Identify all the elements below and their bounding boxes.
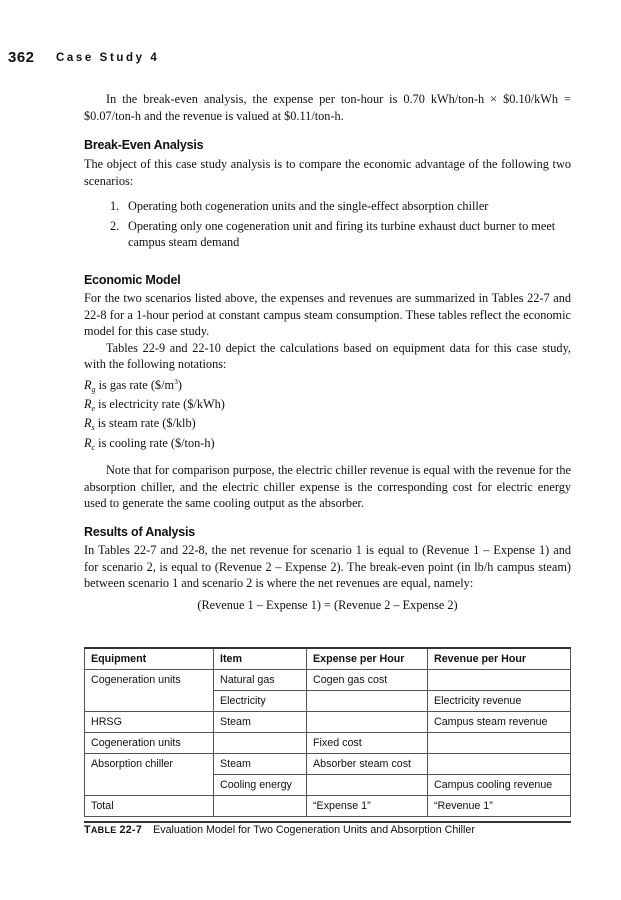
table-row <box>85 670 571 691</box>
table-cell: Absorption chiller <box>85 754 214 775</box>
break-even-heading: Break-Even Analysis <box>84 138 204 152</box>
caption-text: Evaluation Model for Two Cogeneration Units and Absorption Chiller <box>153 824 475 836</box>
table-row <box>85 712 571 733</box>
list-item-text: Operating both cogeneration units and the single-effect absorption chiller <box>128 199 489 213</box>
table-cell: Electricity revenue <box>428 691 571 712</box>
economic-model-paragraph-1: For the two scenarios listed above, the expenses and revenues are summarized in Tables 22-7 and 22-8 for a 1-hour period at constant campus steam consumption. These tables reflect the economic model for this case study. <box>84 291 571 338</box>
notation-subscript: s <box>91 423 95 432</box>
intro-paragraph-block <box>84 91 571 124</box>
comparison-note: Note that for comparison purpose, the electric chiller revenue is equal with the revenue for the absorption chiller, and the electric chiller expense is the corresponding cost for electric energy used to generate the same cooling output as the absorber. <box>84 463 571 510</box>
column-header: Item <box>214 648 307 670</box>
caption-rule <box>84 821 571 823</box>
notation-tail: ) <box>177 378 182 393</box>
notation-symbol: R <box>84 435 92 450</box>
notation-subscript: e <box>91 403 96 413</box>
table-cell <box>85 775 214 796</box>
table-cell: Campus steam revenue <box>428 712 571 733</box>
table-cell: Absorber steam cost <box>307 754 428 775</box>
table-cell <box>428 670 571 691</box>
table-cell: “Revenue 1” <box>428 796 571 817</box>
notation-symbol: R <box>84 416 92 430</box>
break-even-paragraph: The object of this case study analysis is to compare the economic advantage of the following two scenarios: <box>84 157 571 188</box>
table-row <box>85 775 571 796</box>
column-header: Revenue per Hour <box>428 648 571 670</box>
notation-item <box>84 397 225 417</box>
table-cell: Fixed cost <box>307 733 428 754</box>
column-header: Equipment <box>85 648 214 670</box>
notation-symbol: R <box>84 396 92 411</box>
list-item-text: Operating only one cogeneration unit and firing its turbine exhaust duct burner to meet campus steam demand <box>128 218 556 249</box>
notation-list <box>84 377 225 455</box>
page-number: 362 <box>8 49 35 66</box>
table-row <box>85 733 571 754</box>
list-item-number: 2. <box>110 218 120 233</box>
economic-model-heading: Economic Model <box>84 273 181 287</box>
list-item <box>110 218 571 251</box>
results-block <box>84 542 571 592</box>
results-heading: Results of Analysis <box>84 525 196 539</box>
notation-item <box>84 416 225 436</box>
notation-text: is steam rate ($/klb) <box>94 416 196 430</box>
comparison-note-block <box>84 462 571 512</box>
caption-label-rest: ABLE <box>90 825 117 835</box>
table-cell: Cogen gas cost <box>307 670 428 691</box>
intro-paragraph: In the break-even analysis, the expense per ton-hour is 0.70 kWh/ton-h × $0.10/kWh = $0.07/ton-h and the revenue is valued at $0.11/ton-h. <box>84 92 571 123</box>
economic-model-paragraph-2: Tables 22-9 and 22-10 depict the calculations based on equipment data for this case study, with the following notations: <box>84 340 571 371</box>
table-cell <box>307 775 428 796</box>
table-cell <box>214 796 307 817</box>
scenario-list <box>110 198 571 251</box>
table-cell <box>428 754 571 775</box>
table-cell: Steam <box>214 754 307 775</box>
notation-superscript: 3 <box>174 377 178 386</box>
notation-item <box>84 436 225 456</box>
caption-label-first: T <box>84 824 91 836</box>
notation-text: is electricity rate ($/kWh) <box>95 396 225 411</box>
table-cell <box>307 691 428 712</box>
table-cell <box>428 733 571 754</box>
break-even-equation: (Revenue 1 – Expense 1) = (Revenue 2 – Expense 2) <box>197 598 458 612</box>
list-item-number: 1. <box>110 199 120 213</box>
table-cell <box>85 691 214 712</box>
running-head: Case Study 4 <box>56 52 160 64</box>
caption-number: 22-7 <box>119 824 143 836</box>
table-row <box>85 691 571 712</box>
notation-text: is cooling rate ($/ton-h) <box>95 435 215 450</box>
results-paragraph: In Tables 22-7 and 22-8, the net revenue for scenario 1 is equal to (Revenue 1 – Expense 1) and for scenario 2, is equal to (Revenue 2 – Expense 2). The break-even point (in lb/h campus steam) between scenario 1 and scenario 2 is where the net revenues are equal, namely: <box>84 543 571 590</box>
table-cell: Cogeneration units <box>85 733 214 754</box>
table-row <box>85 796 571 817</box>
notation-symbol: R <box>84 378 92 393</box>
break-even-block <box>84 156 571 189</box>
column-header: Expense per Hour <box>307 648 428 670</box>
table-row <box>85 754 571 775</box>
table-caption <box>84 824 475 836</box>
table-cell: Total <box>85 796 214 817</box>
table-cell <box>214 733 307 754</box>
table-cell: HRSG <box>85 712 214 733</box>
table-cell: Steam <box>214 712 307 733</box>
table-cell <box>307 712 428 733</box>
notation-subscript: g <box>91 385 96 395</box>
table-cell: Campus cooling revenue <box>428 775 571 796</box>
evaluation-table <box>84 647 571 817</box>
table-header-row <box>85 648 571 670</box>
table-cell: Natural gas <box>214 670 307 691</box>
economic-model-block <box>84 290 571 373</box>
table-cell: Cogeneration units <box>85 670 214 691</box>
table-cell: Cooling energy <box>214 775 307 796</box>
notation-subscript: c <box>91 442 96 452</box>
table-cell: “Expense 1” <box>307 796 428 817</box>
table-cell: Electricity <box>214 691 307 712</box>
notation-item <box>84 377 225 397</box>
list-item <box>110 198 571 215</box>
notation-text: is gas rate ($/m <box>95 378 175 393</box>
